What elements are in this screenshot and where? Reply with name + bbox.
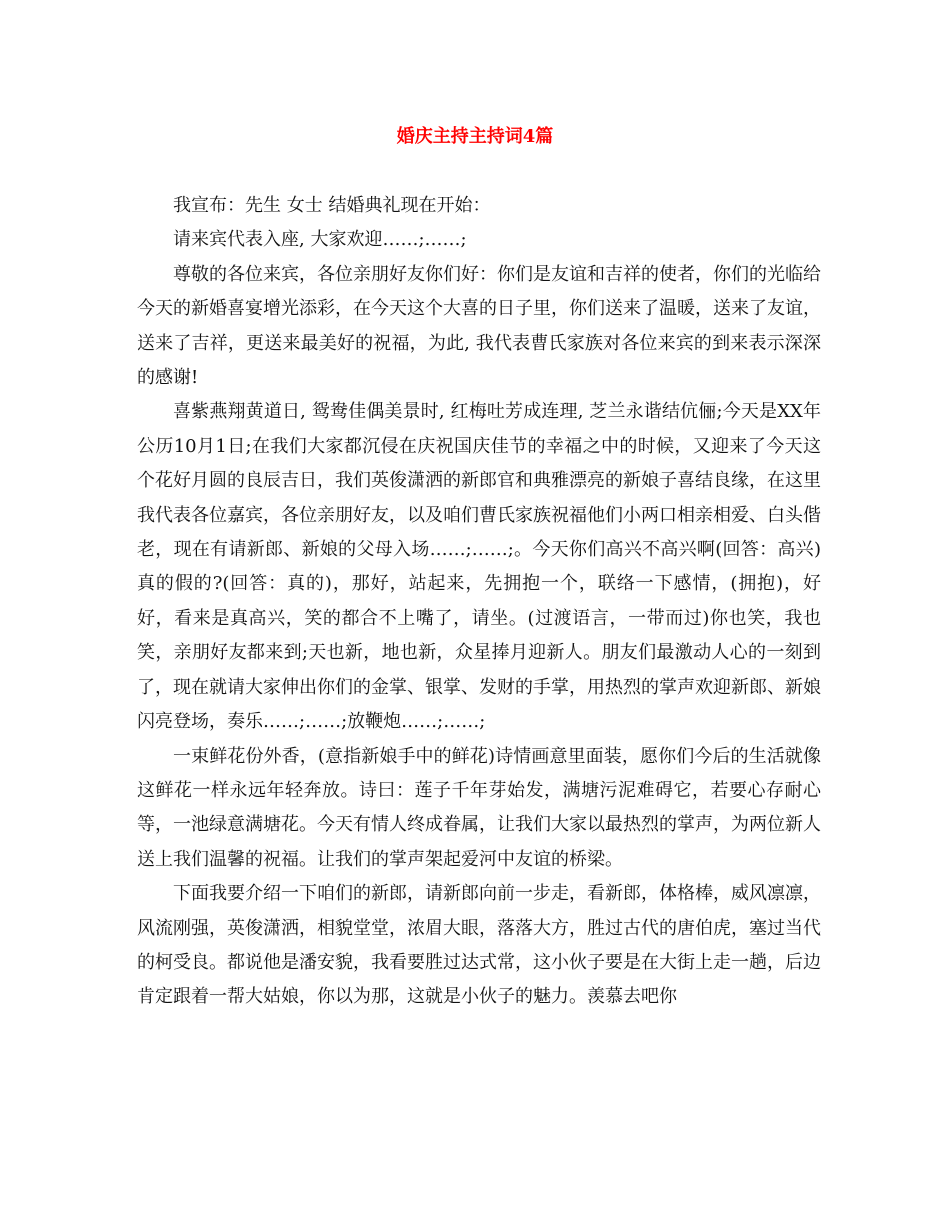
paragraph: 下面我要介绍一下咱们的新郎，请新郎向前一步走，看新郎，体格棒，威风凛凛，风流刚强，英俊潇洒，相貌堂堂，浓眉大眼，落落大方，胜过古代的唐伯虎，塞过当代的柯受良。都说他是潘安貌，我看要胜过达式常，这小伙子要是在大街上走一趟，后边肯定跟着一帮大姑娘，你以为那，这就是小伙子的魅力。羡慕去吧你 — [137, 883, 821, 1008]
paragraph: 一束鲜花份外香，(意指新娘手中的鲜花)诗情画意里面装，愿你们今后的生活就像这鲜花一样永远年轻奔放。诗曰：莲子千年芽始发，满塘污泥难碍它，若要心存耐心等，一池绿意满塘花。今天有情人终成眷属，让我们大家以最热烈的掌声，为两位新人送上我们温馨的祝福。让我们的掌声架起爱河中友谊的桥梁。 — [137, 745, 821, 870]
document-body — [137, 189, 821, 1015]
paragraph: 我宣布：先生 女士 结婚典礼现在开始： — [173, 195, 491, 216]
paragraph: 喜紫燕翔黄道日, 鸳鸯佳偶美景时, 红梅吐芳成连理, 芝兰永谐结伉俪;今天是XX年公历10月1日;在我们大家都沉侵在庆祝国庆佳节的幸福之中的时候，又迎来了今天这个花好月圆的良辰吉日，我们英俊潇洒的新郎官和典雅漂亮的新娘子喜结良缘，在这里我代表各位嘉宾，各位亲朋好友，以及咱们曹氏家族祝福他们小两口相亲相爱、白头偕老，现在有请新郎、新娘的父母入场……;……;。今天你们高兴不高兴啊(回答：高兴)真的假的?(回答：真的)，那好，站起来，先拥抱一个，联络一下感情，(拥抱)，好好，看来是真高兴，笑的都合不上嘴了，请坐。(过渡语言，一带而过)你也笑，我也笑，亲朋好友都来到;天也新，地也新，众星捧月迎新人。朋友们最激动人心的一刻到了，现在就请大家伸出你们的金掌、银掌、发财的手掌，用热烈的掌声欢迎新郎、新娘闪亮登场，奏乐……;……;放鞭炮……;……; — [137, 401, 821, 733]
paragraph: 尊敬的各位来宾，各位亲朋好友你们好：你们是友谊和吉祥的使者，你们的光临给今天的新婚喜宴增光添彩，在今天这个大喜的日子里，你们送来了温暖，送来了友谊，送来了吉祥，更送来最美好的祝福，为此, 我代表曹氏家族对各位来宾的到来表示深深的感谢! — [137, 263, 821, 389]
paragraph: 请来宾代表入座, 大家欢迎……;……; — [173, 229, 467, 251]
document-title: 婚庆主持主持词4篇 — [396, 126, 554, 147]
